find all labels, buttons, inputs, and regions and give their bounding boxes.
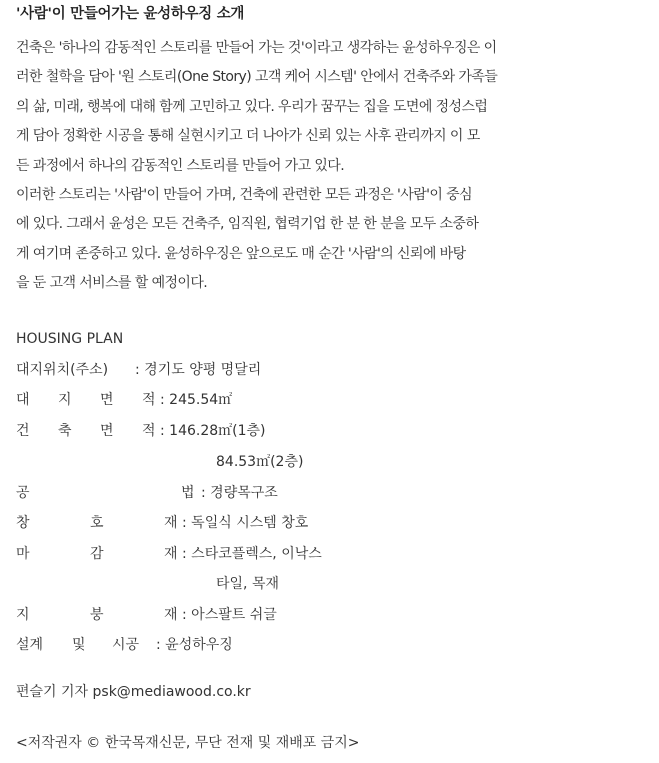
plan-label-building-area: [16, 421, 176, 441]
intro-line: 게 담아 정확한 시공을 통해 실현시키고 더 나아가 신뢰 있는 사후 관리까지 이 모: [16, 128, 480, 145]
label-char: 붕: [90, 607, 104, 623]
label-char: 공: [16, 485, 30, 501]
label-char: 면: [100, 392, 114, 408]
plan-label-roof: [16, 605, 176, 625]
article-title: '사람'이 만들어가는 윤성하우징 소개: [16, 6, 245, 22]
plan-row-window: [16, 513, 642, 533]
intro-line: 에 있다. 그래서 윤성은 모든 건축주, 임직원, 협력기업 한 분 한 분을 모두 소중하: [16, 216, 479, 233]
label-char: 지: [58, 392, 72, 408]
intro-line: 을 둔 고객 서비스를 할 예정이다.: [16, 275, 208, 292]
plan-row-roof: [16, 605, 642, 625]
intro-line: 러한 철학을 담아 '원 스토리(One Story) 고객 케어 시스템' 안에서 건축주와 가족들: [16, 69, 498, 86]
plan-value-method: : 경량목구조: [201, 485, 278, 501]
intro-line: 의 삶, 미래, 행복에 대해 함께 고민하고 있다. 우리가 꿈꾸는 집을 도면에 정성스럽: [16, 98, 488, 115]
plan-value-builder: : 윤성하우징: [156, 637, 233, 653]
label-char: 및: [72, 637, 86, 653]
plan-label-method: [16, 483, 195, 503]
housing-plan-heading: HOUSING PLAN: [16, 331, 124, 347]
label-char: 지: [16, 607, 30, 623]
label-char: 축: [58, 423, 72, 439]
intro-paragraph: [16, 34, 642, 299]
plan-row-building-area: [16, 421, 642, 441]
plan-row-finish-cont: [16, 574, 642, 594]
plan-label-builder: [16, 635, 176, 655]
label-char: 적: [142, 423, 156, 439]
reporter-byline: 편슬기 기자 psk@mediawood.co.kr: [16, 684, 251, 700]
plan-value-window: : 독일식 시스템 창호: [182, 515, 309, 531]
copyright-notice: <저작권자 © 한국목재신문, 무단 전재 및 재배포 금지>: [16, 735, 360, 751]
plan-value-finish-cont: 타일, 목재: [216, 576, 279, 592]
intro-line: 든 과정에서 하나의 감동적인 스토리를 만들어 가고 있다.: [16, 157, 345, 174]
plan-label-finish: [16, 544, 176, 564]
intro-line: 이러한 스토리는 '사람'이 만들어 가며, 건축에 관련한 모든 과정은 '사람'이 중심: [16, 187, 472, 204]
plan-value-building-area: : 146.28㎡(1층): [160, 423, 266, 439]
label-char: 면: [100, 423, 114, 439]
plan-row-building-area-cont: [16, 452, 642, 472]
label-char: 적: [142, 392, 156, 408]
label-char: 대: [16, 392, 30, 408]
plan-row-finish: [16, 544, 642, 564]
label-char: 마: [16, 546, 30, 562]
plan-label-window: [16, 513, 176, 533]
label-char: 재: [164, 515, 178, 531]
label-char: 창: [16, 515, 30, 531]
plan-value-address: : 경기도 양평 명달리: [135, 362, 262, 378]
plan-value-roof: : 아스팔트 쉬글: [182, 607, 277, 623]
label-char: 재: [164, 607, 178, 623]
label-char: 시공: [112, 637, 140, 653]
plan-value-finish: : 스타코플렉스, 이낙스: [182, 546, 322, 562]
plan-row-address: [16, 360, 642, 380]
label-char: 호: [90, 515, 104, 531]
label-char: 재: [164, 546, 178, 562]
plan-row-site-area: [16, 390, 642, 410]
label-char: 설계: [16, 637, 44, 653]
intro-line: 건축은 '하나의 감동적인 스토리를 만들어 가는 것'이라고 생각하는 윤성하우징은 이: [16, 40, 497, 56]
plan-value-site-area: : 245.54㎡: [160, 392, 233, 408]
label-char: 법: [181, 485, 195, 501]
plan-label-address: 대지위치(주소): [16, 362, 109, 378]
label-char: 건: [16, 423, 30, 439]
plan-row-method: [16, 483, 642, 503]
plan-value-building-area-2f: 84.53㎡(2층): [216, 454, 304, 470]
intro-line: 게 여기며 존중하고 있다. 윤성하우징은 앞으로도 매 순간 '사람'의 신뢰에 바탕: [16, 245, 466, 262]
plan-row-builder: [16, 635, 642, 655]
plan-label-site-area: [16, 390, 176, 410]
label-char: 감: [90, 546, 104, 562]
